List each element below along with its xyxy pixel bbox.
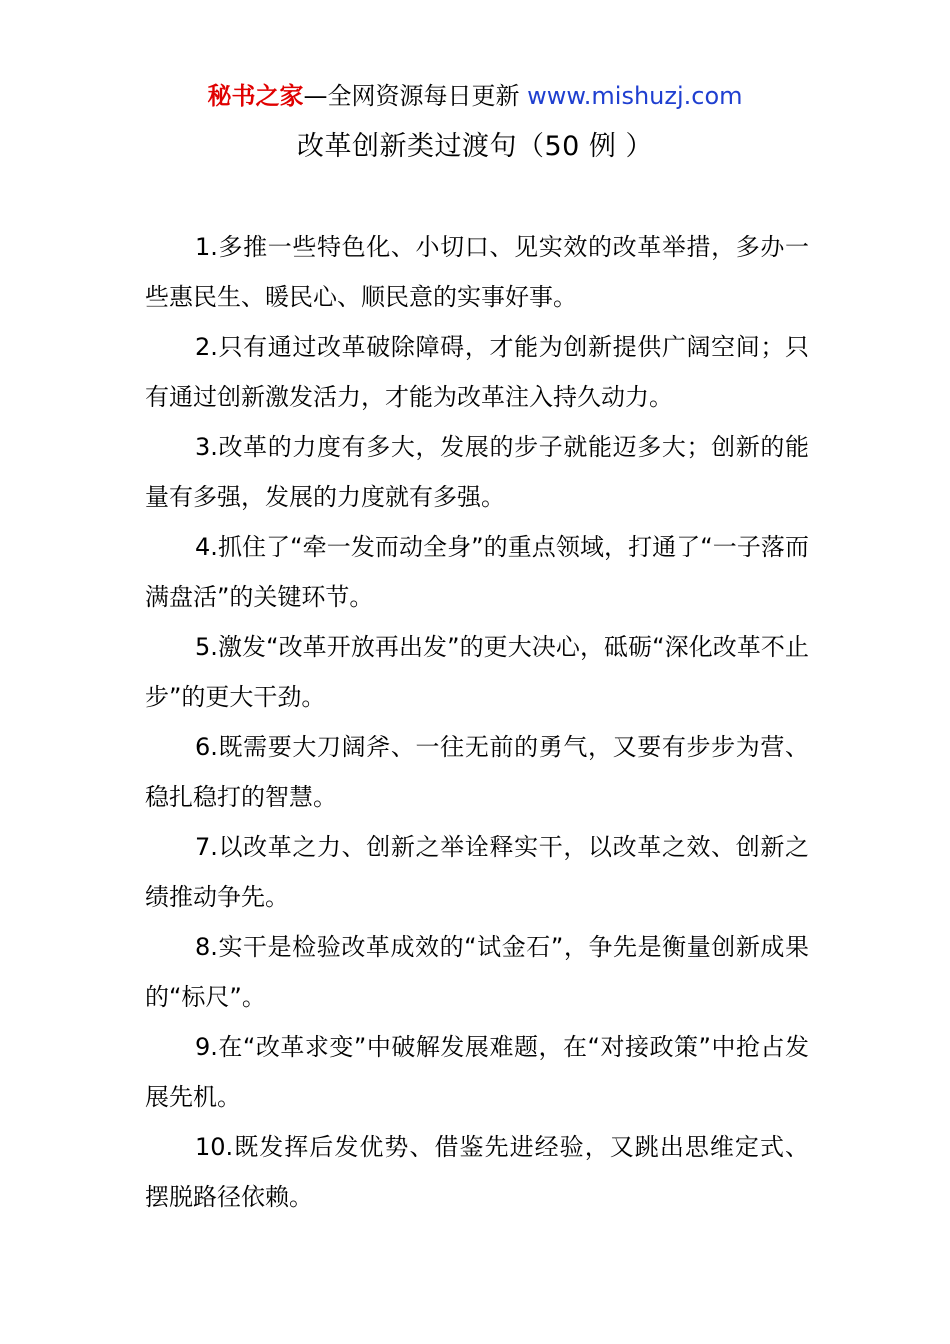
list-item: 4.抓住了“牵一发而动全身”的重点领域，打通了“一子落而满盘活”的关键环节。 [145,533,809,611]
site-header [0,80,950,112]
list-item: 10.既发挥后发优势、借鉴先进经验，又跳出思维定式、摆脱路径依赖。 [145,1133,809,1211]
list-item: 7.以改革之力、创新之举诠释实干，以改革之效、创新之绩推动争先。 [145,833,809,911]
site-url-link[interactable]: www.mishuzj.com [527,82,743,110]
header-tagline: —全网资源每日更新 [303,82,520,110]
transition-sentence-list [145,222,809,1222]
list-item: 6.既需要大刀阔斧、一往无前的勇气，又要有步步为营、稳扎稳打的智慧。 [145,733,809,811]
document-title: 改革创新类过渡句（50 例 ） [296,131,654,162]
list-item: 2.只有通过改革破除障碍，才能为创新提供广阔空间；只有通过创新激发活力，才能为改革注入持久动力。 [145,333,809,411]
list-item: 3.改革的力度有多大，发展的步子就能迈多大；创新的能量有多强，发展的力度就有多强。 [145,433,809,511]
list-item: 1.多推一些特色化、小切口、见实效的改革举措，多办一些惠民生、暖民心、顺民意的实事好事。 [145,233,809,311]
list-item: 8.实干是检验改革成效的“试金石”，争先是衡量创新成果的“标尺”。 [145,933,809,1011]
brand-name: 秘书之家 [207,82,304,110]
list-item: 9.在“改革求变”中破解发展难题，在“对接政策”中抢占发展先机。 [145,1033,809,1111]
list-item: 5.激发“改革开放再出发”的更大决心，砥砺“深化改革不止步”的更大干劲。 [145,633,809,711]
